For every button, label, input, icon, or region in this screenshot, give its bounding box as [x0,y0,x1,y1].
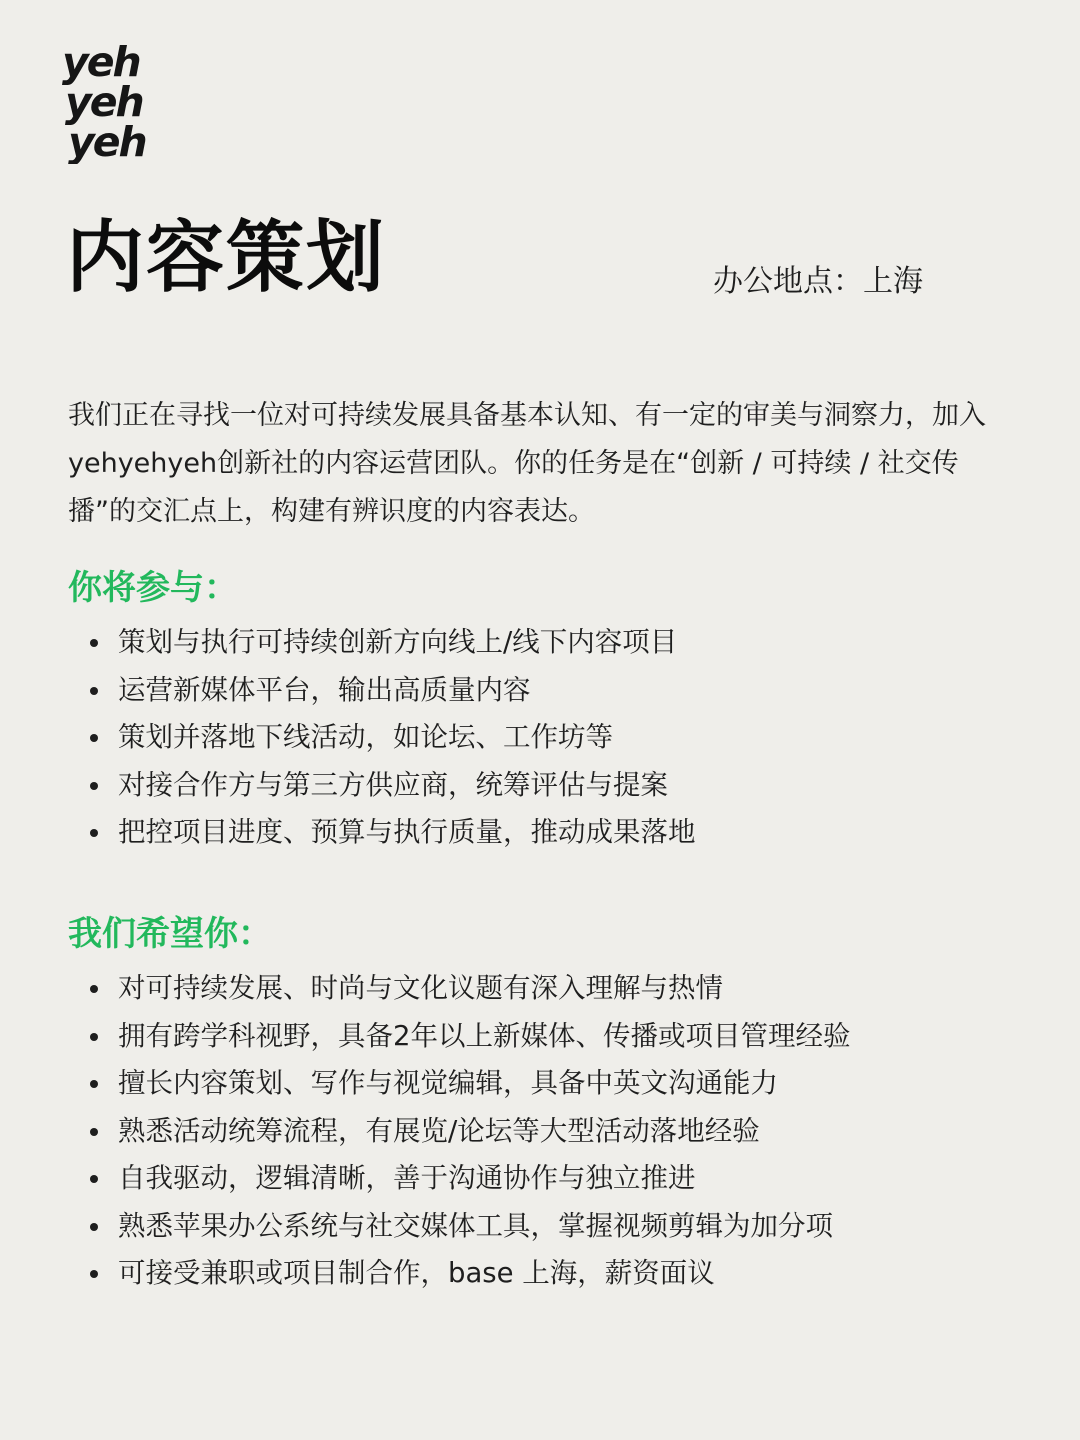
list-item [86,1155,1046,1203]
list-item-text: 运营新媒体平台，输出高质量内容 [118,673,531,706]
brand-logo [60,42,150,164]
list-item-text: 熟悉苹果办公系统与社交媒体工具，掌握视频剪辑为加分项 [118,1209,833,1242]
list-item [86,762,1046,810]
bullet-dot-icon [90,782,98,790]
list-item [86,809,1046,857]
bullet-dot-icon [90,734,98,742]
bullet-dot-icon [90,829,98,837]
logo-line-1: yeh [62,42,140,86]
section-heading-requirements: 我们希望你： [68,914,272,954]
job-title: 内容策划 [66,213,387,303]
responsibilities-list [86,619,1046,857]
bullet-dot-icon [90,985,98,993]
list-item-text: 可接受兼职或项目制合作，base 上海，薪资面议 [118,1257,715,1289]
list-item [86,1250,1046,1298]
bullet-dot-icon [90,687,98,695]
list-item [86,965,1046,1013]
list-item [86,619,1046,667]
list-item [86,667,1046,715]
list-item-text: 擅长内容策划、写作与视觉编辑，具备中英文沟通能力 [118,1067,778,1099]
requirements-list [86,965,1046,1298]
bullet-dot-icon [90,1223,98,1231]
intro-paragraph: 我们正在寻找一位对可持续发展具备基本认知、有一定的审美与洞察力，加入yehyehyeh创新社的内容运营团队。你的任务是在“创新 / 可持续 / 社交传播”的交汇点上，构建有辨识度的内容表达。 [68,400,986,527]
bullet-dot-icon [90,639,98,647]
list-item [86,1108,1046,1156]
list-item-text: 策划并落地下线活动，如论坛、工作坊等 [118,721,613,753]
list-item [86,1060,1046,1108]
list-item-text: 策划与执行可持续创新方向线上/线下内容项目 [118,626,678,658]
list-item-text: 对接合作方与第三方供应商，统筹评估与提案 [118,768,668,801]
bullet-dot-icon [90,1128,98,1136]
list-item [86,1013,1046,1061]
logo-line-2: yeh [65,78,143,126]
list-item-text: 把控项目进度、预算与执行质量，推动成果落地 [118,816,696,848]
bullet-dot-icon [90,1270,98,1278]
section-heading-participate: 你将参与： [68,568,238,608]
logo-line-3: yeh [68,118,146,164]
list-item-text: 熟悉活动统筹流程，有展览/论坛等大型活动落地经验 [118,1114,760,1147]
office-location: 办公地点：上海 [713,264,923,299]
list-item [86,714,1046,762]
list-item-text: 自我驱动，逻辑清晰，善于沟通协作与独立推进 [118,1162,696,1194]
list-item [86,1203,1046,1251]
bullet-dot-icon [90,1080,98,1088]
list-item-text: 对可持续发展、时尚与文化议题有深入理解与热情 [118,972,723,1004]
list-item-text: 拥有跨学科视野，具备2年以上新媒体、传播或项目管理经验 [118,1019,851,1052]
bullet-dot-icon [90,1033,98,1041]
bullet-dot-icon [90,1175,98,1183]
